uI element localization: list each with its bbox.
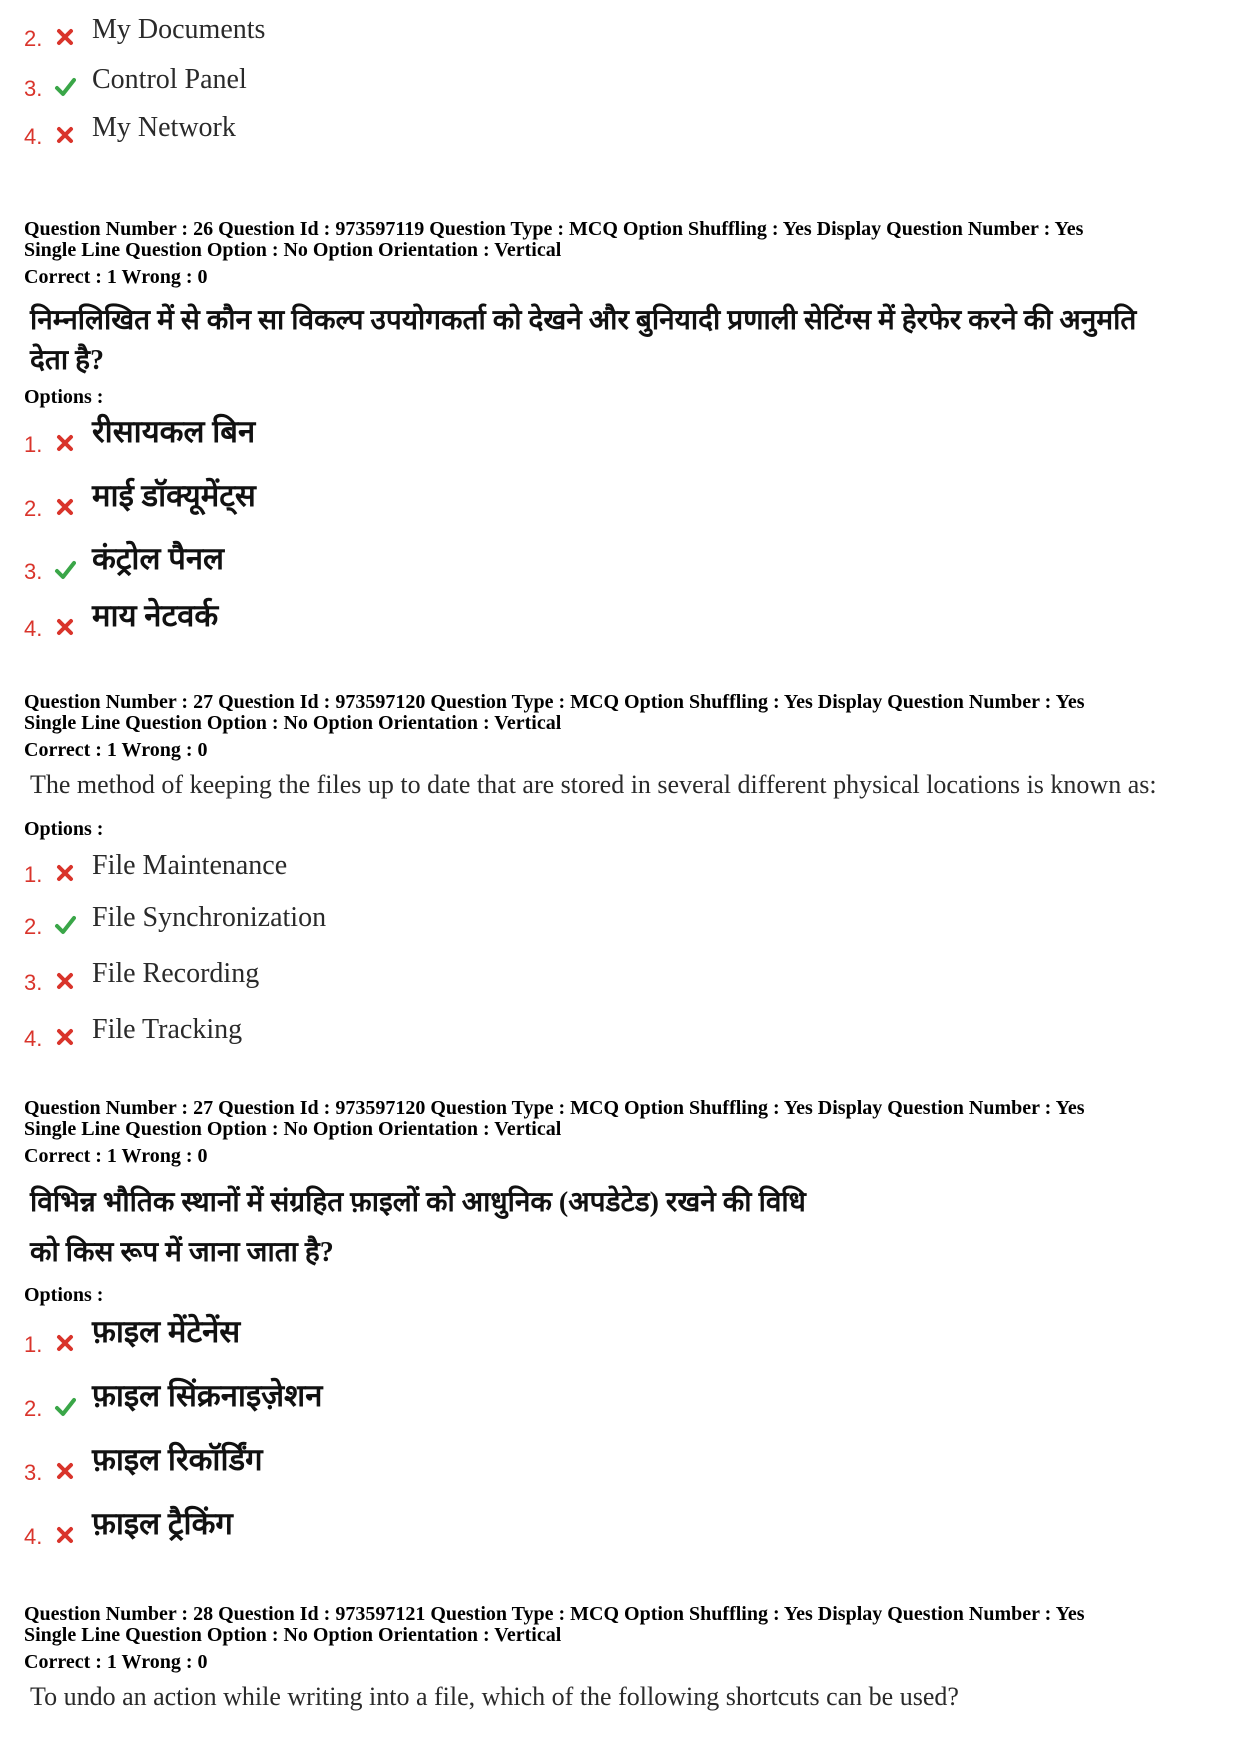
option-row: [24, 1506, 724, 1554]
wrong-icon: [54, 862, 76, 884]
option-text: फ़ाइल रिकॉर्डिंग: [92, 1442, 263, 1477]
wrong-icon: [54, 616, 76, 638]
question-meta-line: Question Number : 28 Question Id : 973597121 Question Type : MCQ Option Shuffling : Yes Display Question Number : Yes: [24, 1603, 1085, 1625]
option-text: File Maintenance: [92, 850, 288, 881]
question-meta-line: Question Number : 27 Question Id : 973597120 Question Type : MCQ Option Shuffling : Yes Display Question Number : Yes: [24, 691, 1085, 713]
option-text: My Documents: [92, 14, 266, 45]
question-meta: [24, 219, 1214, 288]
question-meta: [24, 692, 1214, 761]
option-text: रीसायकल बिन: [92, 414, 256, 449]
wrong-icon: [54, 970, 76, 992]
option-text: माई डॉक्यूमेंट्स: [92, 478, 256, 513]
check-icon: [54, 76, 76, 98]
wrong-icon: [54, 1460, 76, 1482]
option-number: 3.: [24, 1460, 43, 1485]
question-meta-line: Single Line Question Option : No Option Orientation : Vertical: [24, 239, 562, 261]
correct-wrong-score: Correct : 1 Wrong : 0: [24, 739, 208, 761]
options-label: Options :: [24, 1284, 104, 1306]
option-row: [24, 598, 724, 646]
option-row: [24, 110, 724, 154]
option-row: [24, 12, 724, 56]
option-number: 2.: [24, 914, 43, 939]
option-row: [24, 848, 724, 892]
option-text: फ़ाइल सिंक्रनाइज़ेशन: [92, 1378, 323, 1413]
question-meta-line: Question Number : 26 Question Id : 973597119 Question Type : MCQ Option Shuffling : Yes Display Question Number : Yes: [24, 218, 1084, 240]
option-number: 4.: [24, 124, 43, 149]
question-text: To undo an action while writing into a file, which of the following shortcuts can be used?: [30, 1682, 959, 1711]
check-icon: [54, 559, 76, 581]
option-text: Control Panel: [92, 64, 247, 95]
option-row: [24, 62, 724, 106]
question-meta: [24, 1604, 1214, 1673]
wrong-icon: [54, 1332, 76, 1354]
option-text: फ़ाइल ट्रैकिंग: [92, 1506, 233, 1541]
option-row: [24, 900, 724, 944]
options-label: Options :: [24, 818, 104, 840]
option-text: File Synchronization: [92, 902, 327, 933]
option-row: [24, 956, 724, 1000]
option-number: 2.: [24, 26, 43, 51]
option-row: [24, 1442, 724, 1490]
check-icon: [54, 914, 76, 936]
option-row: [24, 478, 724, 526]
option-number: 4.: [24, 616, 43, 641]
option-row: [24, 1314, 724, 1362]
wrong-icon: [54, 1026, 76, 1048]
wrong-icon: [54, 26, 76, 48]
option-number: 3.: [24, 559, 43, 584]
correct-wrong-score: Correct : 1 Wrong : 0: [24, 1145, 208, 1167]
option-text: File Recording: [92, 958, 260, 989]
option-text: फ़ाइल मेंटेनेंस: [92, 1314, 241, 1349]
question-text: विभिन्न भौतिक स्थानों में संग्रहित फ़ाइलों को आधुनिक (अपडेटेड) रखने की विधि: [30, 1187, 806, 1218]
option-number: 4.: [24, 1026, 43, 1051]
option-number: 3.: [24, 76, 43, 101]
wrong-icon: [54, 432, 76, 454]
question-meta: [24, 1098, 1214, 1167]
option-text: कंट्रोल पैनल: [92, 541, 225, 576]
option-text: File Tracking: [92, 1014, 243, 1045]
option-number: 1.: [24, 432, 43, 457]
question-text: निम्नलिखित में से कौन सा विकल्प उपयोगकर्ता को देखने और बुनियादी प्रणाली सेटिंग्स में हेरफेर करने की अनुमति: [30, 305, 1137, 336]
option-row: [24, 1378, 724, 1426]
question-meta-line: Single Line Question Option : No Option Orientation : Vertical: [24, 1624, 562, 1646]
check-icon: [54, 1396, 76, 1418]
question-text: The method of keeping the files up to date that are stored in several different physical locations is known as:: [30, 770, 1157, 799]
option-number: 2.: [24, 1396, 43, 1421]
wrong-icon: [54, 1524, 76, 1546]
option-text: My Network: [92, 112, 236, 143]
wrong-icon: [54, 496, 76, 518]
question-meta-line: Single Line Question Option : No Option Orientation : Vertical: [24, 1118, 562, 1140]
correct-wrong-score: Correct : 1 Wrong : 0: [24, 1651, 208, 1673]
option-number: 3.: [24, 970, 43, 995]
question-meta-line: Question Number : 27 Question Id : 973597120 Question Type : MCQ Option Shuffling : Yes Display Question Number : Yes: [24, 1097, 1085, 1119]
wrong-icon: [54, 124, 76, 146]
option-number: 2.: [24, 496, 43, 521]
options-label: Options :: [24, 386, 104, 408]
question-meta-line: Single Line Question Option : No Option Orientation : Vertical: [24, 712, 562, 734]
option-text: माय नेटवर्क: [92, 598, 219, 633]
option-row: [24, 541, 724, 589]
option-number: 4.: [24, 1524, 43, 1549]
question-text: देता है?: [30, 345, 104, 376]
option-number: 1.: [24, 862, 43, 887]
option-row: [24, 1012, 724, 1056]
option-row: [24, 414, 724, 462]
option-number: 1.: [24, 1332, 43, 1357]
question-text: को किस रूप में जाना जाता है?: [30, 1237, 334, 1268]
correct-wrong-score: Correct : 1 Wrong : 0: [24, 266, 208, 288]
